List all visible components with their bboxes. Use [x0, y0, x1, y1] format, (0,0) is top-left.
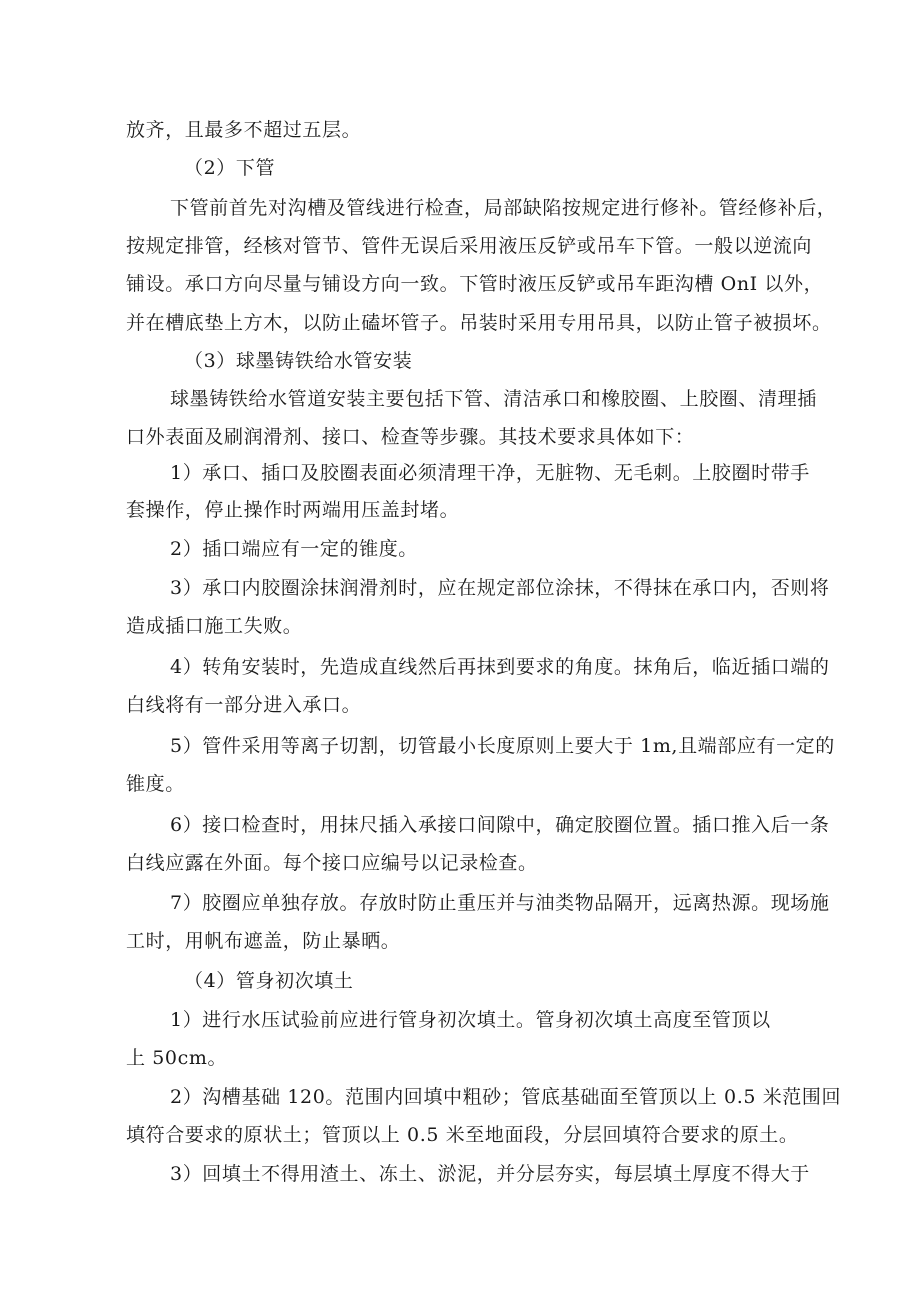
list-item-line: 1）承口、插口及胶圈表面必须清理干净，无脏物、无毛刺。上胶圈时带手: [170, 462, 810, 484]
text-line: 下管前首先对沟槽及管线进行检查，局部缺陷按规定进行修补。管经修补后，: [170, 197, 837, 219]
text-line: 白线将有一部分进入承口。: [126, 694, 362, 716]
text-line: 工时，用帆布遮盖，防止暴晒。: [126, 930, 401, 952]
list-item-line: 2）沟槽基础 120。范围内回填中粗砂；管底基础面至管顶以上 0.5 米范围回: [170, 1086, 842, 1108]
list-item-line: 7）胶圈应单独存放。存放时防止重压并与油类物品隔开，远离热源。现场施: [170, 892, 830, 914]
section-heading: （3）球墨铸铁给水管安装: [184, 350, 413, 372]
text-line: 造成插口施工失败。: [126, 615, 303, 637]
text-line: 铺设。承口方向尽量与铺设方向一致。下管时液压反铲或吊车距沟槽 OnI 以外，: [126, 273, 824, 295]
list-item-line: 6）接口检查时，用抹尺插入承接口间隙中，确定胶圈位置。插口推入后一条: [170, 814, 830, 836]
text-line: 按规定排管，经核对管节、管件无误后采用液压反铲或吊车下管。一般以逆流向: [126, 235, 813, 257]
list-item-line: 3）承口内胶圈涂抹润滑剂时，应在规定部位涂抹，不得抹在承口内，否则将: [170, 577, 830, 599]
text-line: 并在槽底垫上方木，以防止磕坏管子。吊装时采用专用吊具，以防止管子被损坏。: [126, 312, 832, 334]
list-item-line: 3）回填土不得用渣土、冻土、淤泥，并分层夯实，每层填土厚度不得大于: [170, 1163, 810, 1185]
list-item-line: 5）管件采用等离子切割，切管最小长度原则上要大于 1m,且端部应有一定的: [170, 735, 835, 757]
text-line: 上 50cm。: [126, 1047, 228, 1069]
list-item-line: 4）转角安装时，先造成直线然后再抹到要求的角度。抹角后，临近插口端的: [170, 656, 830, 678]
list-item-line: 2）插口端应有一定的锥度。: [170, 538, 418, 560]
section-heading: （2）下管: [184, 157, 276, 179]
text-line: 放齐，且最多不超过五层。: [126, 119, 362, 141]
text-line: 口外表面及刷润滑剂、接口、检查等步骤。其技术要求具体如下：: [126, 426, 695, 448]
text-line: 套操作，停止操作时两端用压盖封堵。: [126, 499, 460, 521]
text-line: 填符合要求的原状土；管顶以上 0.5 米至地面段，分层回填符合要求的原土。: [126, 1124, 799, 1146]
section-heading: （4）管身初次填土: [184, 970, 354, 992]
list-item-line: 1）进行水压试验前应进行管身初次填土。管身初次填土高度至管顶以: [170, 1009, 771, 1031]
text-line: 白线应露在外面。每个接口应编号以记录检查。: [126, 852, 538, 874]
text-line: 锥度。: [126, 773, 185, 795]
text-line: 球墨铸铁给水管道安装主要包括下管、清洁承口和橡胶圈、上胶圈、清理插: [170, 388, 817, 410]
